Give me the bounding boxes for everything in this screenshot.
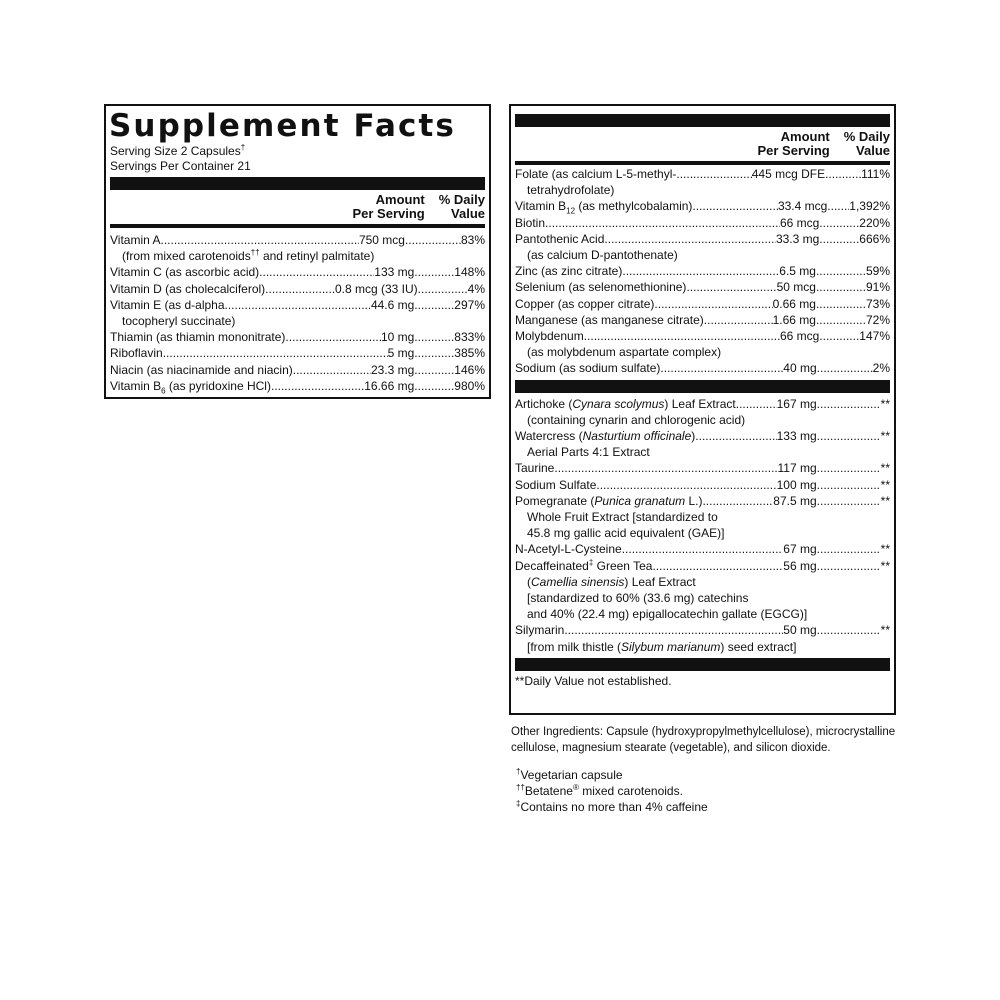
servings-per-container: Servings Per Container 21 — [110, 159, 251, 173]
ingredient-row: Taurine ..... 117 mg ..... ** — [515, 460, 890, 476]
nutrient-row: Manganese (as manganese citrate) ..... 1.66 mg ..... 72% — [515, 312, 890, 328]
amount-header: Amount Per Serving — [757, 129, 830, 158]
divider-bar — [515, 380, 890, 393]
ingredient-detail: (Camellia sinensis) Leaf Extract — [527, 574, 696, 589]
nutrient-detail: (as molybdenum aspartate complex) — [527, 345, 722, 360]
footnote-vegetarian: †Vegetarian capsule — [516, 767, 623, 782]
ingredient-detail: Aerial Parts 4:1 Extract — [527, 445, 650, 460]
ingredient-detail: Whole Fruit Extract [standardized to — [527, 510, 718, 525]
ingredient-row: Pomegranate (Punica granatum L.) ..... 87.5 mg ..... ** — [515, 493, 890, 509]
nutrient-detail: tocopheryl succinate) — [122, 314, 236, 329]
nutrient-row: Pantothenic Acid ..... 33.3 mg ..... 666% — [515, 231, 890, 247]
ingredient-row: Decaffeinated‡ Green Tea ..... 56 mg ..... ** — [515, 558, 890, 574]
nutrient-row: Molybdenum ..... 66 mcg ..... 147% — [515, 328, 890, 344]
panel-title: Supplement Facts — [109, 108, 456, 144]
nutrient-detail: (as calcium D-pantothenate) — [527, 248, 678, 263]
nutrient-row: Biotin ..... 66 mcg ..... 220% — [515, 215, 890, 231]
nutrient-row: Zinc (as zinc citrate) ..... 6.5 mg ..... 59% — [515, 263, 890, 279]
nutrient-row: Vitamin C (as ascorbic acid) ..... 133 mg ..... 148% — [110, 264, 485, 280]
ingredient-detail: 45.8 mg gallic acid equivalent (GAE)] — [527, 526, 725, 541]
nutrient-row: Selenium (as selenomethionine) ..... 50 mcg ..... 91% — [515, 279, 890, 295]
ingredient-row: N-Acetyl-L-Cysteine ..... 67 mg ..... ** — [515, 541, 890, 557]
footnote-betatene: ††Betatene® mixed carotenoids. — [516, 783, 683, 798]
ingredient-list — [515, 393, 890, 655]
divider-bar — [110, 177, 485, 190]
daily-value-note: **Daily Value not established. — [515, 673, 672, 688]
nutrient-row: Vitamin $B_6$ (as pyridoxine HCl) ..... 16.66 mg ..... 980% — [110, 378, 485, 394]
daily-value-header: % Daily Value — [438, 192, 485, 221]
ingredient-row: Sodium Sulfate ..... 100 mg ..... ** — [515, 477, 890, 493]
footnotes — [516, 767, 708, 815]
nutrient-row: Niacin (as niacinamide and niacin) ..... 23.3 mg ..... 146% — [110, 362, 485, 378]
nutrient-detail: tetrahydrofolate) — [527, 183, 615, 198]
supplement-facts-panel-left — [104, 104, 491, 399]
nutrient-list — [110, 228, 485, 394]
nutrient-row: Thiamin (as thiamin mononitrate) ..... 10 mg ..... 833% — [110, 329, 485, 345]
nutrient-row: Copper (as copper citrate) ..... 0.66 mg ..... 73% — [515, 296, 890, 312]
nutrient-row: Riboflavin ..... 5 mg ..... 385% — [110, 345, 485, 361]
daily-value-header: % Daily Value — [843, 129, 890, 158]
nutrient-row: Vitamin E (as d-alpha ..... 44.6 mg ..... 297% — [110, 297, 485, 313]
footnote-caffeine: ‡Contains no more than 4% caffeine — [516, 799, 708, 814]
nutrient-row: Vitamin A ..... 750 mcg ..... 83% — [110, 232, 485, 248]
column-header — [110, 190, 485, 224]
ingredient-row: Artichoke (Cynara scolymus) Leaf Extract ..... 167 mg ..... ** — [515, 396, 890, 412]
ingredient-detail: (containing cynarin and chlorogenic acid) — [527, 412, 746, 427]
nutrient-list — [515, 165, 890, 377]
ingredient-row: Silymarin ..... 50 mg ..... ** — [515, 622, 890, 638]
divider-bar — [515, 658, 890, 671]
nutrient-row: Sodium (as sodium sulfate) ..... 40 mg ..... 2% — [515, 360, 890, 376]
ingredient-detail: and 40% (22.4 mg) epigallocatechin gallate (EGCG)] — [527, 607, 808, 622]
nutrient-row: Vitamin $B_{12}$ (as methylcobalamin) ..... 33.4 mcg ..... 1,392% — [515, 198, 890, 214]
serving-size: Serving Size 2 Capsules† — [110, 143, 246, 158]
ingredient-detail: [standardized to 60% (33.6 mg) catechins — [527, 591, 749, 606]
nutrient-row: Folate (as calcium L-5-methyl- ..... 445 mcg DFE ..... 111% — [515, 166, 890, 182]
ingredient-detail: [from milk thistle (Silybum marianum) seed extract] — [527, 639, 797, 654]
column-header — [515, 127, 890, 161]
other-ingredients: Other Ingredients: Capsule (hydroxypropylmethylcellulose), microcrystalline cellulose, magnesium stearate (vegetable), and silicon dioxide. — [511, 726, 896, 754]
divider-bar — [515, 114, 890, 127]
supplement-facts-panel-right — [509, 104, 896, 715]
nutrient-detail: (from mixed carotenoids†† and retinyl palmitate) — [122, 248, 375, 264]
amount-header: Amount Per Serving — [352, 192, 425, 221]
nutrient-row: Vitamin D (as cholecalciferol) ..... 0.8 mcg (33 IU) ..... 4% — [110, 281, 485, 297]
ingredient-row: Watercress (Nasturtium officinale) ..... 133 mg ..... ** — [515, 428, 890, 444]
